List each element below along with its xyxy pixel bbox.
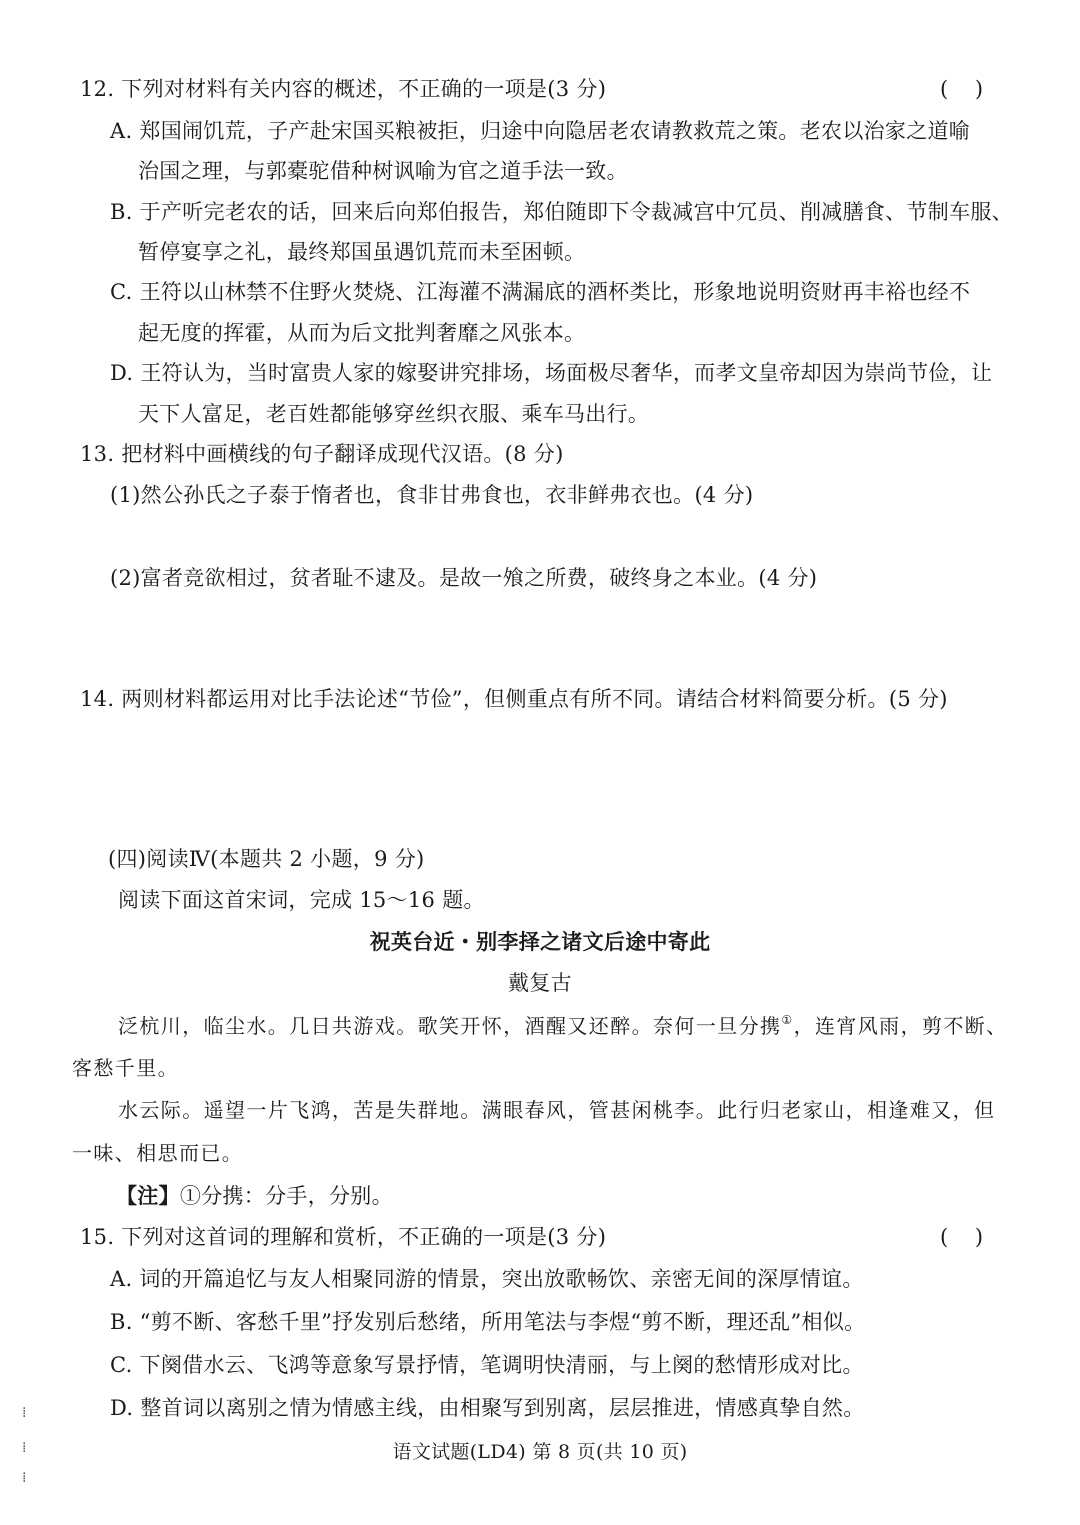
q12-option-a-line1: A. 郑国闹饥荒，子产赴宋国买粮被拒，归途中向隐居老农请教救荒之策。老农以治家之道喻 <box>110 119 971 143</box>
poem-stanza1-line1 <box>118 1011 1008 1041</box>
poem-stanza2-line1: 水云际。遥望一片飞鸿，苦是失群地。满眼春风，管甚闲桃李。此行归老家山，相逢难又，但 <box>118 1098 996 1122</box>
poem-author: 戴复古 <box>508 971 572 995</box>
scan-mark: ⁞ <box>22 1405 27 1421</box>
q15-answer-paren: ( ) <box>940 1225 984 1249</box>
q15-stem: 15. 下列对这首词的理解和赏析，不正确的一项是(3 分) <box>80 1225 607 1249</box>
q12-option-b-line1: B. 于产听完老农的话，回来后向郑伯报告，郑伯随即下令裁减宫中冗员、削减膳食、节制车服、 <box>110 200 1013 224</box>
q15-option-c: C. 下阕借水云、飞鸿等意象写景抒情，笔调明快清丽，与上阕的愁情形成对比。 <box>110 1353 864 1377</box>
q13-sentence-1: (1)然公孙氏之子泰于惰者也，食非甘弗食也，衣非鲜弗衣也。(4 分) <box>110 483 754 507</box>
poem-stanza1-line2: 客愁千里。 <box>72 1056 179 1080</box>
q12-option-c-line1: C. 王符以山林禁不住野火焚烧、江海灌不满漏底的酒杯类比，形象地说明资财再丰裕也经不 <box>110 280 971 304</box>
note-label: 【注】 <box>116 1183 180 1208</box>
q13-stem: 13. 把材料中画横线的句子翻译成现代汉语。(8 分) <box>80 442 564 466</box>
footnote-marker: ① <box>781 1013 794 1027</box>
q12-stem: 12. 下列对材料有关内容的概述，不正确的一项是(3 分) <box>80 77 607 101</box>
section4-intro: 阅读下面这首宋词，完成 15～16 题。 <box>118 888 485 912</box>
q12-option-c-line2: 起无度的挥霍，从而为后文批判奢靡之风张本。 <box>138 321 586 345</box>
q12-option-a-line2: 治国之理，与郭橐驼借种树讽喻为官之道手法一致。 <box>138 159 628 183</box>
section4-heading: (四)阅读Ⅳ(本题共 2 小题，9 分) <box>108 847 425 871</box>
q12-option-d-line2: 天下人富足，老百姓都能够穿丝织衣服、乘车马出行。 <box>138 402 650 426</box>
poem-title: 祝英台近・别李择之诸文后途中寄此 <box>369 930 711 954</box>
scan-mark: ⁞ <box>22 1440 27 1456</box>
poem-stanza2-line2: 一味、相思而已。 <box>72 1141 244 1165</box>
note-text: ①分携：分手，分别。 <box>179 1184 393 1208</box>
poem-note <box>116 1181 393 1211</box>
q12-option-b-line2: 暂停宴享之礼，最终郑国虽遇饥荒而未至困顿。 <box>138 240 586 264</box>
poem-stanza1-text-a: 泛杭川，临尘水。几日共游戏。歌笑开怀，酒醒又还醉。奈何一旦分携 <box>118 1014 782 1038</box>
q12-answer-paren: ( ) <box>940 77 984 101</box>
q12-option-d-line1: D. 王符认为，当时富贵人家的嫁娶讲究排场，场面极尽奢华，而孝文皇帝却因为崇尚节俭，让 <box>110 361 993 385</box>
q15-option-a: A. 词的开篇追忆与友人相聚同游的情景，突出放歌畅饮、亲密无间的深厚情谊。 <box>110 1267 864 1291</box>
page-footer: 语文试题(LD4) 第 8 页(共 10 页) <box>392 1441 688 1463</box>
poem-stanza1-text-b: ，连宵风雨，剪不断、 <box>793 1014 1008 1038</box>
scan-mark: ⁞ <box>22 1470 27 1486</box>
q13-sentence-2: (2)富者竞欲相过，贫者耻不逮及。是故一飧之所费，破终身之本业。(4 分) <box>110 566 818 590</box>
q15-option-b: B. “剪不断、客愁千里”抒发别后愁绪，所用笔法与李煜“剪不断，理还乱”相似。 <box>110 1310 866 1334</box>
q14-stem: 14. 两则材料都运用对比手法论述“节俭”，但侧重点有所不同。请结合材料简要分析。(5 分) <box>80 687 948 711</box>
q15-option-d: D. 整首词以离别之情为情感主线，由相聚写到别离，层层推进，情感真挚自然。 <box>110 1396 865 1420</box>
